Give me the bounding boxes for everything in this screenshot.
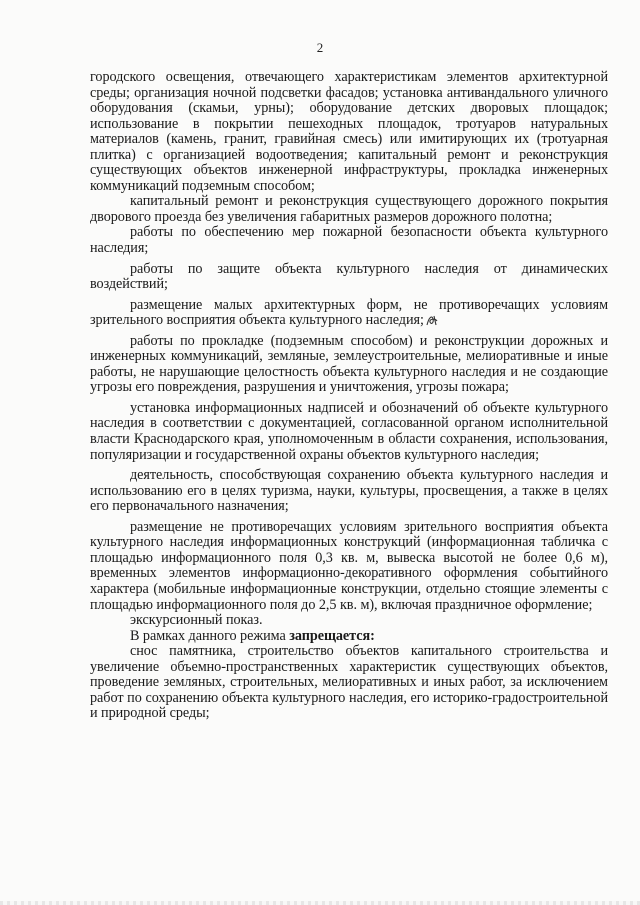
restriction-keyword: запрещается: [289, 627, 375, 644]
paragraph-6: работы по прокладке (подземным способом) и реконструкции дорожных и инженерных коммуникаций, земляные, землеустроительные, мелиоративные и иные работы, не нарушающие целостность объекта культурного наследия и не создающие угрозы его повреждения, разрушения и уничтожения, угрозы пожара; [90, 332, 608, 396]
paragraph-9: размещение не противоречащих условиям зрительного восприятия объекта культурного наследия информационных конструкций (информационная табличка с площадью информационного поля 0,3 кв. м, вывеска высотой не более 0,6 м), временных элементов информационно-декоративного оформления событийного характера (мобильные информационные конструкции, отдельно стоящие элементы с площадью информационного поля до 2,5 кв. м), включая праздничное оформление; [90, 518, 608, 613]
document-body [90, 70, 608, 722]
paragraph-11 [90, 629, 608, 645]
paragraph-12: снос памятника, строительство объектов капитального строительства и увеличение объемно-пространственных характеристик существующих объектов, проведение земляных, строительных, мелиоративных и иных работ, за исключением работ по сохранению объекта культурного наследия, его историко-градостроительной и природной среды; [90, 643, 608, 722]
paragraph-4: работы по защите объекта культурного наследия от динамических воздействий; [90, 260, 608, 293]
paragraph-10: экскурсионный показ. [130, 612, 263, 629]
paragraph-5-text: размещение малых архитектурных форм, не противоречащих условиям зрительного восприятия объекта культурного наследия; [90, 296, 608, 329]
scan-edge-artifact [0, 901, 640, 905]
paragraph-7: установка информационных надписей и обозначений об объекте культурного наследия в соответствии с документацией, согласованной органом исполнительной власти Краснодарского края, уполномоченным в области сохранения, использования, популяризации и государственной охраны объектов культурного наследия; [90, 399, 608, 463]
paragraph-5 [90, 298, 608, 329]
restriction-intro: В рамках данного режима [130, 627, 290, 644]
page-number: 2 [316, 40, 324, 55]
paragraph-2: капитальный ремонт и реконструкция существующего дорожного покрытия дворового проезда без увеличения габаритных размеров дорожного полотна; [90, 193, 608, 225]
paragraph-1: городского освещения, отвечающего характеристикам элементов архитектурной среды; организация ночной подсветки фасадов; установка антивандального уличного оборудования (скамьи, урны); оборудование детских дворовых площадок; использование в покрытии пешеходных площадок, тротуаров натуральных материалов (камень, гранит, гравийная смесь) или имитирующих их (тротуарная плитка) с организацией водоотведения; капитальный ремонт и реконструкция существующих объектов инженерной инфраструктуры, прокладка инженерных коммуникаций подземным способом; [90, 69, 608, 194]
paragraph-8: деятельность, способствующая сохранению объекта культурного наследия и использованию его в целях туризма, науки, культуры, просвещения, а также в целях его первоначального назначения; [90, 467, 608, 515]
paragraph-3: работы по обеспечению мер пожарной безопасности объекта культурного наследия; [90, 224, 608, 257]
handwritten-initial-icon [425, 313, 439, 327]
